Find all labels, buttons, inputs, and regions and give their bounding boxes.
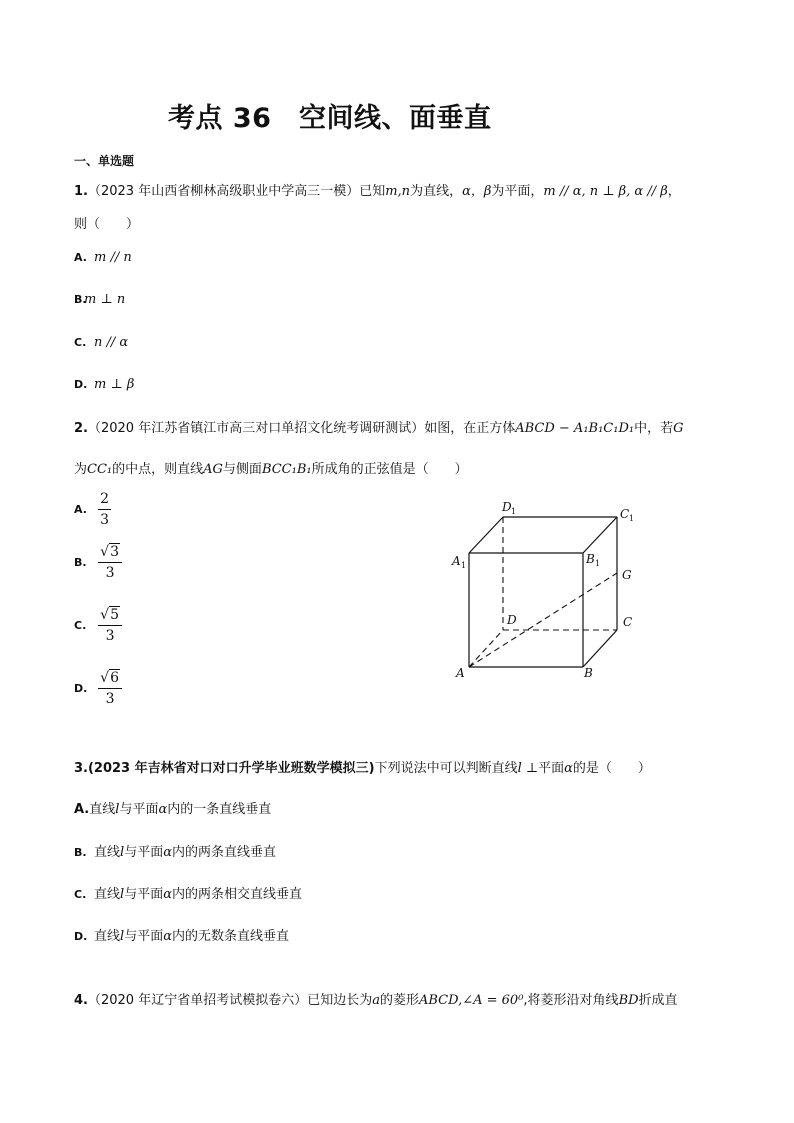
option-math: n // α [94, 335, 129, 350]
option-text: 内的两条直线垂直 [171, 845, 276, 860]
fraction-denominator: 3 [100, 512, 110, 528]
option-letter: A. [74, 802, 90, 817]
label-b1: B [586, 552, 595, 566]
question-1-option-a[interactable] [74, 250, 132, 265]
question-number: 4. [74, 993, 88, 1008]
math-expr: α [163, 929, 172, 944]
question-3-option-a[interactable] [74, 801, 271, 819]
math-expr: AG [203, 462, 223, 477]
option-letter: A. [74, 251, 87, 264]
question-1-stem [74, 183, 681, 201]
fraction-numerator: 2 [100, 491, 110, 507]
label-a1-sub: 1 [461, 561, 467, 570]
math-expr: α [163, 887, 172, 902]
stem-text: ,将菱形沿对角线 [523, 993, 619, 1008]
option-math: m ⊥ β [94, 377, 135, 392]
math-expr: BCC₁B₁ [261, 462, 312, 477]
option-letter: C. [74, 336, 87, 349]
label-d: D [507, 613, 517, 627]
option-letter: C. [74, 888, 87, 901]
stem-text: 平面 [538, 761, 565, 776]
math-expr: α [564, 761, 573, 776]
math-expr: l [120, 845, 125, 860]
question-source: (2023 年吉林省对口对口升学毕业班数学模拟三) [87, 761, 375, 776]
segment-ag [469, 573, 617, 667]
stem-text: ， [667, 184, 681, 199]
math-expr: l [115, 802, 120, 817]
question-2-option-c[interactable] [74, 607, 122, 644]
section-heading: 一、单选题 [74, 154, 135, 168]
stem-text: 所成角的正弦值是（ ） [311, 462, 468, 477]
math-expr: α，β [462, 184, 492, 199]
edge-bc [583, 630, 617, 667]
cube-figure [440, 495, 650, 685]
stem-text: 如图，在正方体 [424, 421, 516, 436]
page-title: 考点 36 空间线、面垂直 [168, 103, 492, 134]
stem-text: 已知 [359, 184, 386, 199]
label-b: B [584, 666, 593, 680]
stem-text: 中，若 [634, 421, 674, 436]
option-text: 内的两条相交直线垂直 [171, 887, 302, 902]
sqrt-symbol: √3 [100, 544, 119, 560]
fraction [98, 491, 111, 528]
option-letter: B. [74, 846, 87, 859]
option-text: 直线 [94, 887, 121, 902]
question-2-stem [74, 420, 684, 438]
option-text: 直线 [94, 929, 121, 944]
question-source: （2020 年辽宁省单招考试模拟卷六） [87, 993, 308, 1008]
option-letter: D. [74, 682, 88, 695]
question-number: 1. [74, 184, 88, 199]
option-letter: D. [74, 930, 88, 943]
math-expr: G [673, 421, 684, 436]
stem-text: 已知边长为 [307, 993, 373, 1008]
question-3-option-b[interactable] [74, 844, 276, 862]
sqrt-symbol: √6 [100, 670, 119, 686]
fraction-numerator: 6 [110, 670, 119, 686]
question-3-stem [74, 760, 651, 778]
math-expr: l [120, 887, 125, 902]
math-expr: ABCD [419, 993, 459, 1008]
option-letter: D. [74, 378, 88, 391]
option-text: 与平面 [124, 845, 164, 860]
fraction [98, 670, 122, 707]
math-expr: α [163, 845, 172, 860]
label-d1: D [502, 500, 512, 514]
label-b1-sub: 1 [595, 559, 601, 568]
question-1-option-c[interactable] [74, 335, 128, 350]
math-expr: CC₁ [87, 462, 113, 477]
math-expr: α [158, 802, 168, 817]
question-3-option-c[interactable] [74, 886, 302, 904]
question-source: （2020 年江苏省镇江市高三对口单招文化统考调研测试） [87, 421, 425, 436]
question-3-option-d[interactable] [74, 928, 289, 946]
option-text: 与平面 [124, 887, 164, 902]
stem-text: 与侧面 [222, 462, 262, 477]
option-text: 直线 [94, 845, 121, 860]
option-text: 与平面 [119, 802, 159, 817]
fraction-denominator: 3 [105, 691, 115, 707]
label-a: A [456, 666, 465, 680]
stem-text: 折成直 [638, 993, 678, 1008]
label-d1-sub: 1 [511, 507, 517, 516]
question-1-option-b[interactable] [74, 292, 125, 307]
option-letter: A. [74, 503, 87, 516]
question-2-option-d[interactable] [74, 670, 122, 707]
sqrt-symbol: √5 [100, 607, 119, 623]
option-math: m // n [94, 250, 132, 265]
option-text: 与平面 [124, 929, 164, 944]
question-2-option-b[interactable] [74, 544, 122, 581]
math-expr: BD [618, 993, 639, 1008]
question-number: 3. [74, 761, 88, 776]
math-expr: m // α, n ⊥ β, α // β [543, 184, 668, 199]
stem-text: 的菱形 [379, 993, 419, 1008]
fraction-numerator: 3 [110, 544, 119, 560]
label-c1: C [620, 507, 630, 521]
label-c: C [623, 615, 633, 629]
stem-text: 下列说法中可以判断直线 [374, 761, 518, 776]
question-source: （2023 年山西省柳林高级职业中学高三一模） [87, 184, 360, 199]
question-1-then: 则（ ） [74, 217, 140, 232]
math-expr: ABCD − A₁B₁C₁D₁ [515, 421, 635, 436]
math-expr: ,∠A = 60⁰ [458, 993, 524, 1008]
stem-text: 为平面， [491, 184, 544, 199]
fraction-denominator: 3 [105, 565, 115, 581]
label-c1-sub: 1 [629, 514, 635, 523]
question-2-stem-line2 [74, 461, 468, 479]
label-a1: A [452, 554, 461, 568]
math-expr: l ⊥ [517, 761, 539, 776]
math-expr: a [372, 993, 380, 1008]
label-g: G [622, 568, 632, 582]
option-text: 直线 [89, 802, 116, 817]
question-2-option-a[interactable] [74, 491, 111, 528]
stem-text: 的是（ ） [572, 761, 651, 776]
stem-text: 的中点，则直线 [112, 462, 204, 477]
option-text: 内的一条直线垂直 [167, 802, 272, 817]
question-1-option-d[interactable] [74, 377, 134, 392]
fraction [98, 544, 122, 581]
edge-b1c1 [583, 517, 617, 553]
edge-a1d1 [469, 517, 503, 553]
fraction-denominator: 3 [105, 628, 115, 644]
option-letter: B. [74, 293, 87, 306]
stem-text: 为直线， [410, 184, 463, 199]
option-math: m ⊥ n [84, 292, 126, 307]
question-4-stem [74, 992, 678, 1010]
fraction [98, 607, 122, 644]
fraction-numerator: 5 [110, 607, 119, 623]
math-expr: m,n [385, 184, 411, 199]
math-expr: l [120, 929, 125, 944]
question-number: 2. [74, 421, 88, 436]
option-letter: B. [74, 556, 87, 569]
option-letter: C. [74, 619, 87, 632]
option-text: 内的无数条直线垂直 [171, 929, 289, 944]
stem-text: 为 [74, 462, 88, 477]
